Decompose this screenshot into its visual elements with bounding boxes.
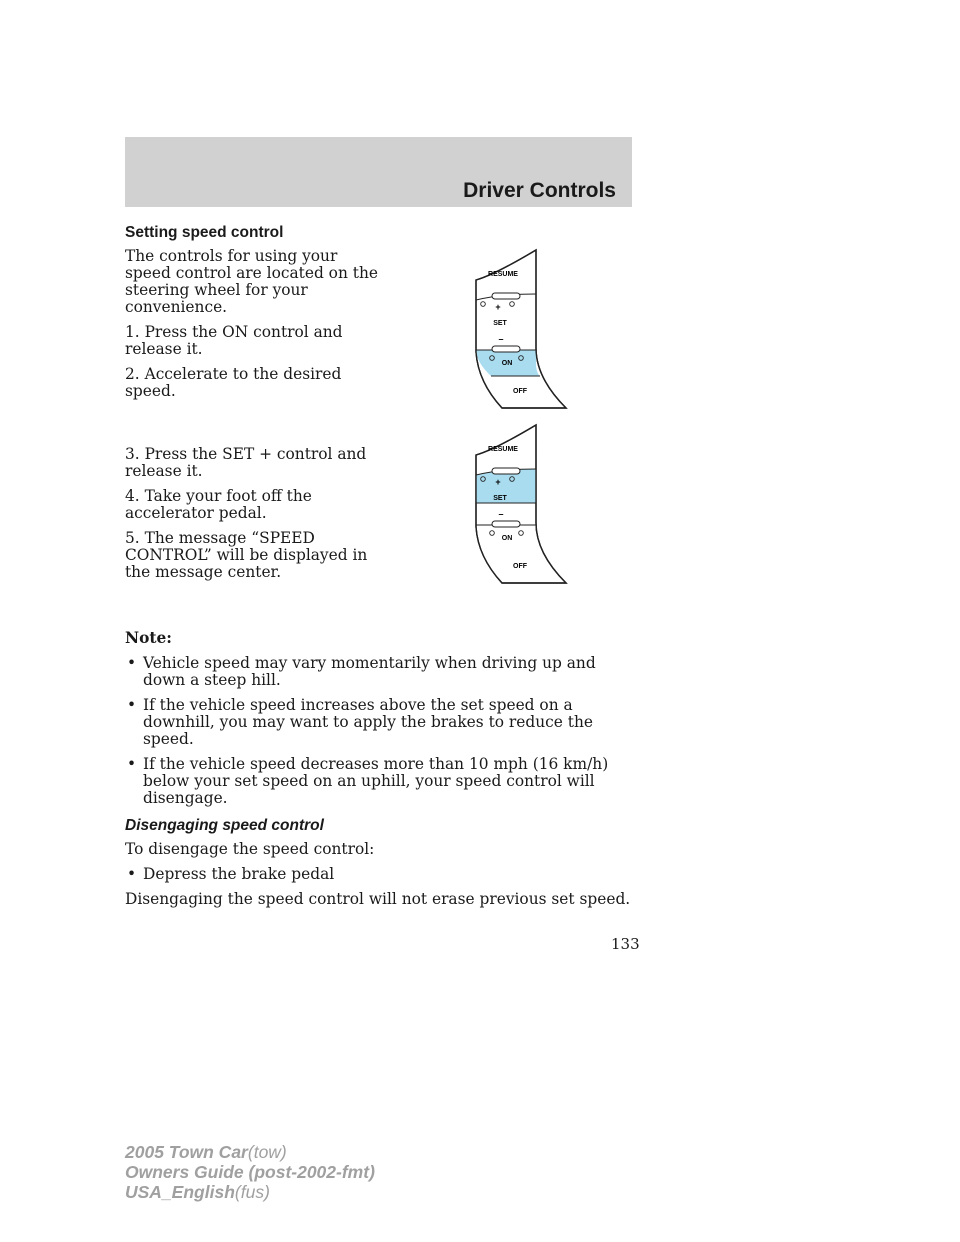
speed-control-diagram-set	[470, 423, 570, 585]
on-label: ON	[501, 360, 513, 367]
step-2: 2. Accelerate to the desired speed.	[125, 365, 342, 400]
note-bullet-2: • If the vehicle speed increases above the set speed on a downhill, you may want to apply the brakes to reduce the speed.	[127, 696, 593, 748]
note-label: Note:	[125, 629, 172, 647]
footer	[125, 1142, 375, 1202]
off-label: OFF	[513, 563, 527, 570]
on-label: ON	[501, 535, 513, 542]
header-band	[125, 137, 632, 207]
note-bullet-3: • If the vehicle speed decreases more than 10 mph (16 km/h) below your set speed on an uphill, your speed control will disengage.	[127, 755, 609, 807]
disengaging-bullet-1: • Depress the brake pedal	[127, 865, 335, 883]
set-label: SET	[493, 495, 507, 502]
footer-line-3: USA_English(fus)	[125, 1182, 270, 1202]
step-4: 4. Take your foot off the accelerator pedal.	[125, 487, 312, 522]
disengaging-outro: Disengaging the speed control will not erase previous set speed.	[125, 890, 631, 908]
minus-label: –	[498, 509, 504, 519]
disengaging-heading: Disengaging speed control	[125, 817, 324, 834]
plus-label: +	[495, 477, 501, 487]
spacer	[125, 408, 380, 446]
footer-line-1: 2005 Town Car(tow)	[125, 1142, 287, 1162]
set-label: SET	[493, 320, 507, 327]
step-3: 3. Press the SET + control and release it.	[125, 445, 367, 480]
setting-heading: Setting speed control	[125, 224, 284, 241]
section-title: Driver Controls	[463, 179, 616, 202]
bullet-dot: •	[127, 654, 137, 672]
setting-left-column	[125, 248, 380, 581]
step-1: 1. Press the ON control and release it.	[125, 323, 343, 358]
bullet-dot: •	[127, 696, 137, 714]
spacer	[125, 589, 635, 629]
bullet-dot: •	[127, 755, 137, 773]
note-bullet-1: • Vehicle speed may vary momentarily when driving up and down a steep hill.	[127, 654, 596, 689]
resume-label: RESUME	[488, 446, 518, 453]
resume-label: RESUME	[488, 271, 518, 278]
page-number: 133	[611, 935, 640, 953]
off-label: OFF	[513, 388, 527, 395]
bullet-dot: •	[127, 865, 137, 883]
footer-line-2: Owners Guide (post-2002-fmt)	[125, 1162, 375, 1182]
minus-label: –	[498, 334, 504, 344]
setting-intro: The controls for using your speed control are located on the steering wheel for your convenience.	[125, 247, 378, 316]
disengaging-intro: To disengage the speed control:	[125, 840, 375, 858]
step-5: 5. The message “SPEED CONTROL” will be displayed in the message center.	[125, 529, 368, 581]
plus-label: +	[495, 302, 501, 312]
speed-control-diagram-on	[470, 248, 570, 410]
